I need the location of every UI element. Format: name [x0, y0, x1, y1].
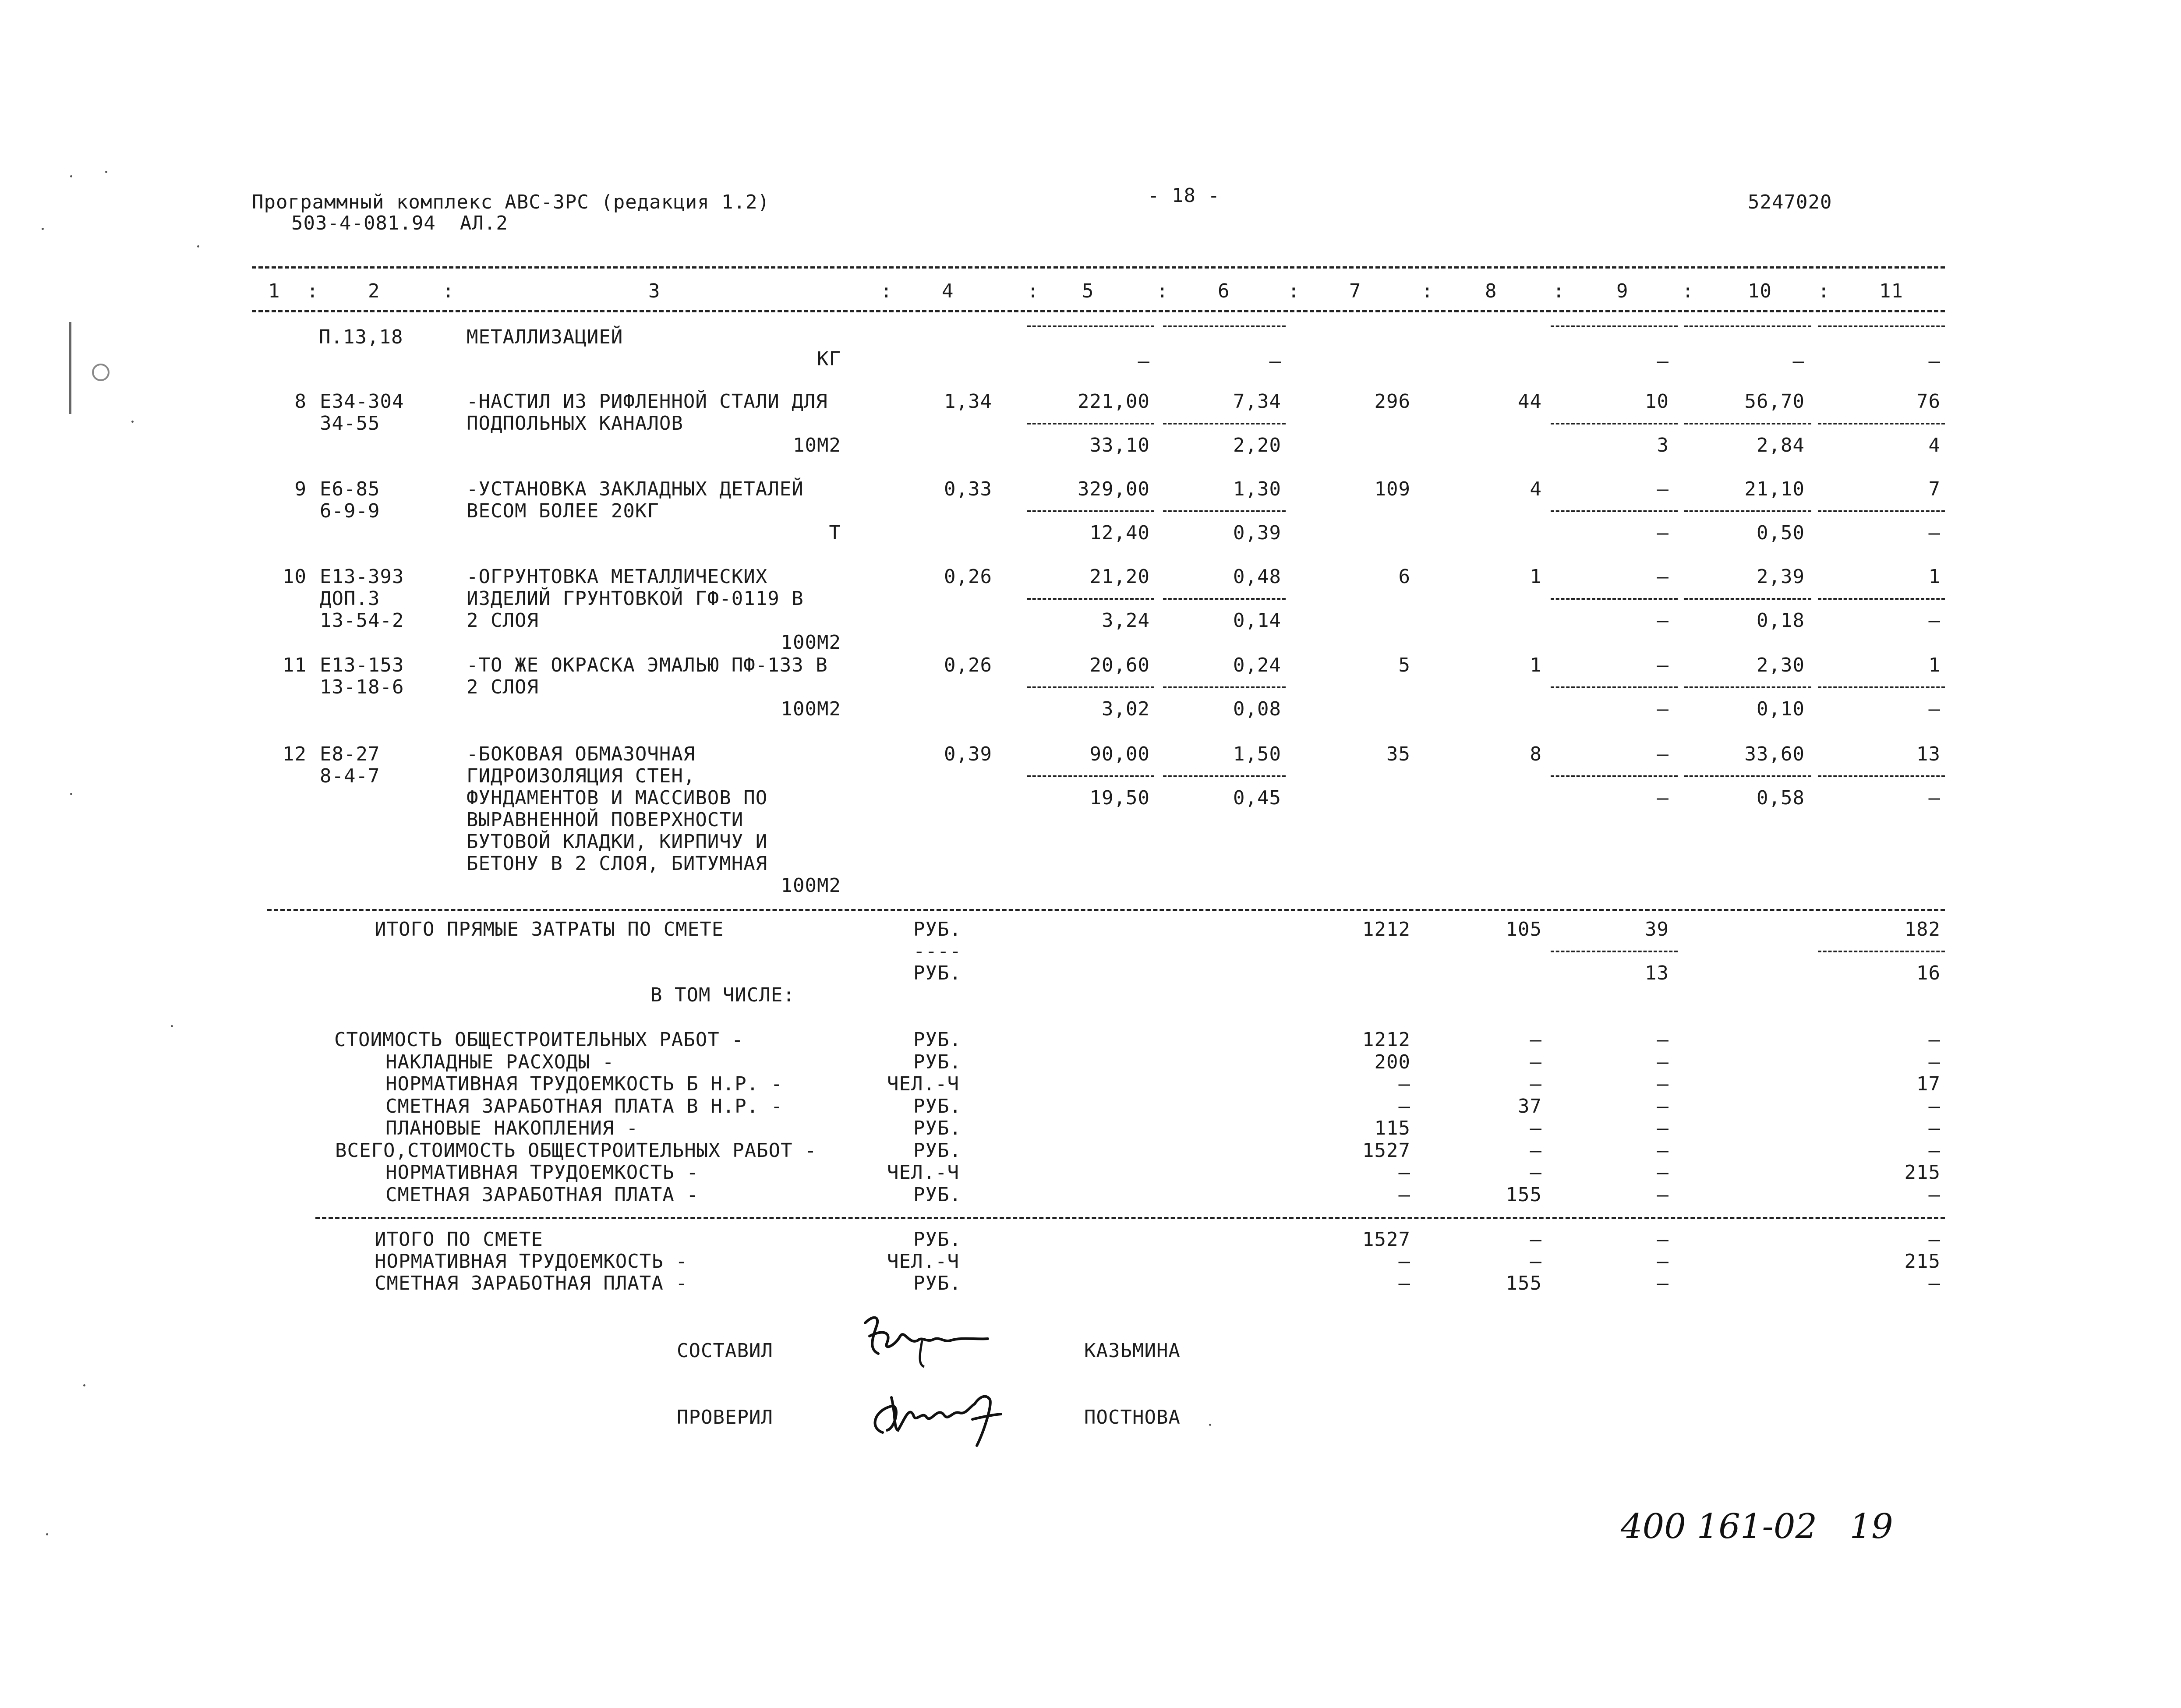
column-separator: : — [1156, 280, 1169, 302]
scan-speck — [70, 175, 72, 177]
cell-col11-top: 13 — [1916, 743, 1941, 765]
row-unit: 100М2 — [781, 698, 841, 720]
cell-col10-top: 21,10 — [1744, 478, 1805, 500]
summary-line-label: СМЕТНАЯ ЗАРАБОТНАЯ ПЛАТА - — [385, 1183, 699, 1206]
summary-line-col7: 1527 — [1362, 1139, 1410, 1162]
direct-costs-col7: 1212 — [1362, 918, 1410, 941]
final-line-label: СМЕТНАЯ ЗАРАБОТНАЯ ПЛАТА - — [375, 1272, 688, 1294]
column-header-7: 7 — [1349, 280, 1361, 302]
summary-line-col9: – — [1657, 1183, 1669, 1206]
column-header-4: 4 — [942, 280, 954, 302]
cell-col10-bottom: 0,18 — [1757, 609, 1805, 632]
cell-col5-bottom: – — [1138, 350, 1150, 372]
summary-line-col7: – — [1398, 1161, 1410, 1184]
cell-divider-col6 — [1163, 510, 1286, 512]
table-top-rule — [252, 266, 1945, 269]
cell-col10-bottom: 0,58 — [1757, 787, 1805, 809]
row-code: Е6-85 — [320, 478, 380, 500]
column-header-3: 3 — [648, 280, 661, 302]
project-code: 503-4-081.94 АЛ.2 — [291, 212, 508, 234]
summary-line-label: ВСЕГО,СТОИМОСТЬ ОБЩЕСТРОИТЕЛЬНЫХ РАБОТ - — [335, 1139, 817, 1162]
row-description: 2 СЛОЯ — [467, 676, 539, 698]
cell-col7: 296 — [1374, 390, 1410, 413]
direct-costs-col11: 182 — [1904, 918, 1941, 941]
row-code: Е13-153 — [320, 654, 404, 676]
cell-col8: 1 — [1530, 566, 1542, 588]
column-separator: : — [1682, 280, 1694, 302]
cell-col11-bottom: – — [1928, 698, 1941, 720]
cell-divider-col10 — [1684, 510, 1811, 512]
cell-col5-bottom: 3,24 — [1102, 609, 1150, 632]
document-code: 5247020 — [1748, 191, 1832, 213]
cell-col7: 5 — [1398, 654, 1410, 676]
cell-col5-bottom: 12,40 — [1089, 522, 1150, 544]
column-header-1: 1 — [268, 280, 280, 302]
row-code: Е34-304 — [320, 390, 404, 413]
cell-col8: 4 — [1530, 478, 1542, 500]
cell-col10-bottom: 2,84 — [1757, 434, 1805, 456]
program-title: Программный комплекс АВС-3РС (редакция 1.2) — [252, 191, 770, 213]
row-description: ФУНДАМЕНТОВ И МАССИВОВ ПО — [467, 787, 768, 809]
final-line-col7: – — [1398, 1272, 1410, 1294]
cell-col10-top: 2,39 — [1757, 566, 1805, 588]
cell-col11-bottom: – — [1928, 787, 1941, 809]
cell-col9-top: – — [1657, 566, 1669, 588]
cell-divider-col11 — [1818, 686, 1945, 688]
scan-speck — [131, 421, 134, 423]
scan-speck — [197, 245, 199, 248]
cell-col10-top: 33,60 — [1744, 743, 1805, 765]
summary-line-label: СТОИМОСТЬ ОБЩЕСТРОИТЕЛЬНЫХ РАБОТ - — [334, 1029, 744, 1051]
cell-col9-bottom: – — [1657, 522, 1669, 544]
cell-col6-top: 1,50 — [1233, 743, 1281, 765]
cell-divider-col6 — [1163, 598, 1286, 600]
row-number: 10 — [283, 566, 307, 588]
final-line-unit: РУБ. — [913, 1272, 961, 1294]
cell-col6-bottom: 0,14 — [1233, 609, 1281, 632]
summary-line-col9: – — [1657, 1117, 1669, 1139]
cell-divider-col5 — [1027, 598, 1154, 600]
summary-line-unit: РУБ. — [913, 1095, 961, 1117]
scan-speck — [70, 793, 72, 795]
cell-divider-col11 — [1818, 510, 1945, 512]
row-number: 12 — [283, 743, 307, 765]
column-separator: : — [442, 280, 455, 302]
summary-line-col7: 115 — [1374, 1117, 1410, 1139]
column-header-5: 5 — [1082, 280, 1094, 302]
row-code: П.13,18 — [319, 326, 403, 348]
cell-divider-col6 — [1163, 423, 1286, 424]
cell-divider-col10 — [1684, 686, 1811, 688]
summary-line-col11: – — [1928, 1095, 1941, 1117]
final-line-col8: – — [1530, 1250, 1542, 1273]
cell-divider-col5 — [1027, 686, 1154, 688]
cell-col9-top: 10 — [1645, 390, 1669, 413]
summary-line-col9: – — [1657, 1050, 1669, 1073]
cell-divider-col10 — [1684, 325, 1811, 327]
checked-label: ПРОВЕРИЛ — [677, 1406, 773, 1429]
footer-handwritten-note: 400 161-02 19 — [1621, 1507, 1893, 1546]
final-line-col8: – — [1530, 1228, 1542, 1251]
final-line-col11: – — [1928, 1272, 1941, 1294]
row-number: 9 — [294, 478, 307, 500]
row-number: 8 — [294, 390, 307, 413]
cell-col11-bottom: – — [1928, 522, 1941, 544]
summary-line-col9: – — [1657, 1095, 1669, 1117]
cell-col9-top: – — [1657, 478, 1669, 500]
cell-col11-top: 7 — [1928, 478, 1941, 500]
cell-col5-top: 221,00 — [1078, 390, 1150, 413]
column-header-11: 11 — [1879, 280, 1903, 302]
row-description: ИЗДЕЛИЙ ГРУНТОВКОЙ ГФ-0119 В — [467, 587, 804, 610]
summary-line-col11: – — [1928, 1183, 1941, 1206]
direct-costs-col9: 39 — [1645, 918, 1669, 941]
cell-col8: 44 — [1518, 390, 1542, 413]
cell-col10-bottom: 0,50 — [1757, 522, 1805, 544]
summary-line-label: ПЛАНОВЫЕ НАКОПЛЕНИЯ - — [385, 1117, 639, 1139]
row-description: ПОДПОЛЬНЫХ КАНАЛОВ — [467, 412, 683, 435]
final-line-col9: – — [1657, 1228, 1669, 1251]
row-description: -БОКОВАЯ ОБМАЗОЧНАЯ — [467, 743, 696, 765]
column-separator: : — [1421, 280, 1434, 302]
summary-line-col8: – — [1530, 1050, 1542, 1073]
cell-col5-bottom: 33,10 — [1089, 434, 1150, 456]
scan-speck — [46, 1533, 48, 1535]
cell-col11-bottom: – — [1928, 609, 1941, 632]
cell-col5-bottom: 19,50 — [1089, 787, 1150, 809]
column-header-2: 2 — [368, 280, 380, 302]
final-line-col7: 1527 — [1362, 1228, 1410, 1251]
final-line-unit: ЧЕЛ.-Ч — [887, 1250, 959, 1273]
row-code: 8-4-7 — [320, 765, 380, 787]
direct-costs-col9-bottom: 13 — [1645, 962, 1669, 984]
cell-col8: 1 — [1530, 654, 1542, 676]
final-line-label: ИТОГО ПО СМЕТЕ — [375, 1228, 543, 1251]
final-line-col11: 215 — [1904, 1250, 1941, 1273]
cell-col6-bottom: 0,39 — [1233, 522, 1281, 544]
cell-divider-col5 — [1027, 775, 1154, 777]
final-line-col9: – — [1657, 1272, 1669, 1294]
summary-line-unit: РУБ. — [913, 1183, 961, 1206]
summary-line-col9: – — [1657, 1139, 1669, 1162]
row-unit: Т — [829, 522, 841, 544]
cell-col10-top: 56,70 — [1744, 390, 1805, 413]
final-line-label: НОРМАТИВНАЯ ТРУДОЕМКОСТЬ - — [375, 1250, 688, 1273]
summary-line-col7: – — [1398, 1095, 1410, 1117]
row-description: -ОГРУНТОВКА МЕТАЛЛИЧЕСКИХ — [467, 566, 768, 588]
direct-costs-col11-bottom: 16 — [1916, 962, 1941, 984]
row-unit: КГ — [817, 348, 841, 370]
summary-line-col11: 17 — [1916, 1073, 1941, 1095]
punch-hole-mark — [92, 364, 110, 381]
checked-name: ПОСТНОВА — [1084, 1406, 1181, 1429]
row-code: ДОП.3 — [320, 587, 380, 610]
cell-col5-top: 329,00 — [1078, 478, 1150, 500]
summary-line-label: НАКЛАДНЫЕ РАСХОДЫ - — [385, 1050, 615, 1073]
cell-col6-bottom: 0,08 — [1233, 698, 1281, 720]
direct-costs-unit-dashes: ---- — [913, 940, 961, 962]
row-code: 6-9-9 — [320, 500, 380, 522]
row-description: БУТОВОЙ КЛАДКИ, КИРПИЧУ И — [467, 831, 768, 853]
cell-col7: 6 — [1398, 566, 1410, 588]
summary-line-col11: – — [1928, 1050, 1941, 1073]
row-description: МЕТАЛЛИЗАЦИЕЙ — [467, 326, 623, 348]
row-description: -ТО ЖЕ ОКРАСКА ЭМАЛЬЮ ПФ-133 В — [467, 654, 828, 676]
cell-col9-top: – — [1657, 743, 1669, 765]
summary-line-col7: 200 — [1374, 1050, 1410, 1073]
summary-line-label: НОРМАТИВНАЯ ТРУДОЕМКОСТЬ Б Н.Р. - — [385, 1073, 783, 1095]
cell-col7: 35 — [1386, 743, 1410, 765]
cell-col11-top: 1 — [1928, 654, 1941, 676]
direct-costs-col8: 105 — [1506, 918, 1542, 941]
cell-divider-col9 — [1551, 423, 1678, 424]
cell-divider-col6 — [1163, 686, 1286, 688]
final-line-unit: РУБ. — [913, 1228, 961, 1251]
cell-divider-col5 — [1027, 423, 1154, 424]
summary-line-col7: – — [1398, 1183, 1410, 1206]
summary-line-col9: – — [1657, 1161, 1669, 1184]
cell-divider-col6 — [1163, 775, 1286, 777]
row-description: 2 СЛОЯ — [467, 609, 539, 632]
cell-col11-bottom: 4 — [1928, 434, 1941, 456]
summary-line-col11: – — [1928, 1139, 1941, 1162]
cell-divider-col5 — [1027, 510, 1154, 512]
row-description: ВЫРАВНЕННОЙ ПОВЕРХНОСТИ — [467, 809, 744, 831]
cell-col8: 8 — [1530, 743, 1542, 765]
final-line-col11: – — [1928, 1228, 1941, 1251]
row-code: Е13-393 — [320, 566, 404, 588]
column-separator: : — [1818, 280, 1830, 302]
row-code: Е8-27 — [320, 743, 380, 765]
scan-speck — [1209, 1424, 1211, 1426]
summary-line-col8: – — [1530, 1161, 1542, 1184]
scan-speck — [171, 1025, 173, 1027]
direct-costs-divider-col11 — [1818, 951, 1945, 952]
summary-line-col7: 1212 — [1362, 1029, 1410, 1051]
cell-col6-top: 0,48 — [1233, 566, 1281, 588]
summary-line-col8: – — [1530, 1117, 1542, 1139]
cell-col7: 109 — [1374, 478, 1410, 500]
compiled-name: КАЗЬМИНА — [1084, 1340, 1181, 1362]
summary-line-col9: – — [1657, 1029, 1669, 1051]
cell-divider-col10 — [1684, 423, 1811, 424]
checked-signature — [865, 1380, 1014, 1450]
cell-col9-bottom: – — [1657, 609, 1669, 632]
final-line-col9: – — [1657, 1250, 1669, 1273]
column-separator: : — [1027, 280, 1039, 302]
row-number: 11 — [283, 654, 307, 676]
body-bottom-rule — [267, 909, 1945, 911]
cell-col11-top: 76 — [1916, 390, 1941, 413]
scan-speck — [42, 228, 44, 230]
cell-col10-bottom: 0,10 — [1757, 698, 1805, 720]
direct-costs-label: ИТОГО ПРЯМЫЕ ЗАТРАТЫ ПО СМЕТЕ — [375, 918, 724, 941]
cell-col6-top: 0,24 — [1233, 654, 1281, 676]
cell-divider-col5 — [1027, 325, 1154, 327]
header-bottom-rule — [252, 310, 1945, 312]
compiled-label: СОСТАВИЛ — [677, 1340, 773, 1362]
row-description: ВЕСОМ БОЛЕЕ 20КГ — [467, 500, 659, 522]
cell-col6-bottom: – — [1269, 350, 1281, 372]
cell-divider-col9 — [1551, 325, 1678, 327]
cell-divider-col11 — [1818, 775, 1945, 777]
scan-speck — [105, 171, 107, 173]
cell-divider-col9 — [1551, 775, 1678, 777]
column-header-9: 9 — [1616, 280, 1629, 302]
cell-col9-bottom: 3 — [1657, 434, 1669, 456]
summary-line-col8: – — [1530, 1029, 1542, 1051]
direct-costs-unit: РУБ. — [913, 918, 961, 941]
row-unit: 100М2 — [781, 631, 841, 654]
summary-line-label: НОРМАТИВНАЯ ТРУДОЕМКОСТЬ - — [385, 1161, 699, 1184]
cell-col4: 0,26 — [944, 654, 992, 676]
scan-speck — [83, 1384, 85, 1386]
cell-col6-top: 7,34 — [1233, 390, 1281, 413]
summary-line-unit: РУБ. — [913, 1029, 961, 1051]
cell-col6-bottom: 2,20 — [1233, 434, 1281, 456]
summary-line-unit: РУБ. — [913, 1139, 961, 1162]
cell-col11-top: 1 — [1928, 566, 1941, 588]
summary-line-unit: РУБ. — [913, 1050, 961, 1073]
cell-col4: 0,26 — [944, 566, 992, 588]
cell-col9-bottom: – — [1657, 787, 1669, 809]
column-header-6: 6 — [1218, 280, 1230, 302]
summary-line-col8: 155 — [1506, 1183, 1542, 1206]
cell-divider-col11 — [1818, 325, 1945, 327]
column-separator: : — [880, 280, 893, 302]
cell-col6-top: 1,30 — [1233, 478, 1281, 500]
row-description: -НАСТИЛ ИЗ РИФЛЕННОЙ СТАЛИ ДЛЯ — [467, 390, 828, 413]
cell-divider-col10 — [1684, 598, 1811, 600]
cell-divider-col6 — [1163, 325, 1286, 327]
cell-col10-top: 2,30 — [1757, 654, 1805, 676]
summary-line-col8: – — [1530, 1073, 1542, 1095]
cell-col10-bottom: – — [1792, 350, 1805, 372]
row-description: ГИДРОИЗОЛЯЦИЯ СТЕН, — [467, 765, 696, 787]
cell-divider-col9 — [1551, 686, 1678, 688]
summary-line-unit: ЧЕЛ.-Ч — [887, 1073, 959, 1095]
including-label: В ТОМ ЧИСЛЕ: — [650, 984, 795, 1006]
row-code: 34-55 — [320, 412, 380, 435]
row-description: -УСТАНОВКА ЗАКЛАДНЫХ ДЕТАЛЕЙ — [467, 478, 804, 500]
cell-col6-bottom: 0,45 — [1233, 787, 1281, 809]
row-unit: 10М2 — [793, 434, 841, 456]
final-line-col7: – — [1398, 1250, 1410, 1273]
cell-col4: 1,34 — [944, 390, 992, 413]
cell-divider-col9 — [1551, 510, 1678, 512]
direct-costs-unit-2: РУБ. — [913, 962, 961, 984]
cell-divider-col11 — [1818, 598, 1945, 600]
cell-col11-bottom: – — [1928, 350, 1941, 372]
direct-costs-divider-col9 — [1551, 951, 1678, 952]
summary-line-unit: ЧЕЛ.-Ч — [887, 1161, 959, 1184]
column-header-8: 8 — [1485, 280, 1497, 302]
cell-col9-bottom: – — [1657, 350, 1669, 372]
cell-col5-bottom: 3,02 — [1102, 698, 1150, 720]
summary-line-label: СМЕТНАЯ ЗАРАБОТНАЯ ПЛАТА В Н.Р. - — [385, 1095, 783, 1117]
summary-line-col8: – — [1530, 1139, 1542, 1162]
summary-line-col9: – — [1657, 1073, 1669, 1095]
cell-col5-top: 21,20 — [1089, 566, 1150, 588]
summary-line-col8: 37 — [1518, 1095, 1542, 1117]
row-code: 13-54-2 — [320, 609, 404, 632]
cell-col9-top: – — [1657, 654, 1669, 676]
cell-divider-col10 — [1684, 775, 1811, 777]
cell-col9-bottom: – — [1657, 698, 1669, 720]
row-unit: 100М2 — [781, 874, 841, 897]
summary-line-col11: 215 — [1904, 1161, 1941, 1184]
summary-line-col11: – — [1928, 1117, 1941, 1139]
summary-line-col11: – — [1928, 1029, 1941, 1051]
cell-col4: 0,39 — [944, 743, 992, 765]
summary-line-col7: – — [1398, 1073, 1410, 1095]
column-separator: : — [1553, 280, 1565, 302]
final-line-col8: 155 — [1506, 1272, 1542, 1294]
scan-edge-mark — [69, 322, 71, 414]
compiled-signature — [856, 1310, 997, 1371]
column-separator: : — [307, 280, 319, 302]
summary-line-unit: РУБ. — [913, 1117, 961, 1139]
row-description: БЕТОНУ В 2 СЛОЯ, БИТУМНАЯ — [467, 852, 768, 875]
column-separator: : — [1288, 280, 1300, 302]
cell-col5-top: 90,00 — [1089, 743, 1150, 765]
cell-divider-col11 — [1818, 423, 1945, 424]
cell-col5-top: 20,60 — [1089, 654, 1150, 676]
page-number: - 18 - — [1148, 184, 1220, 207]
totals-bottom-rule — [315, 1217, 1945, 1219]
cell-divider-col9 — [1551, 598, 1678, 600]
cell-col4: 0,33 — [944, 478, 992, 500]
row-code: 13-18-6 — [320, 676, 404, 698]
column-header-10: 10 — [1748, 280, 1772, 302]
